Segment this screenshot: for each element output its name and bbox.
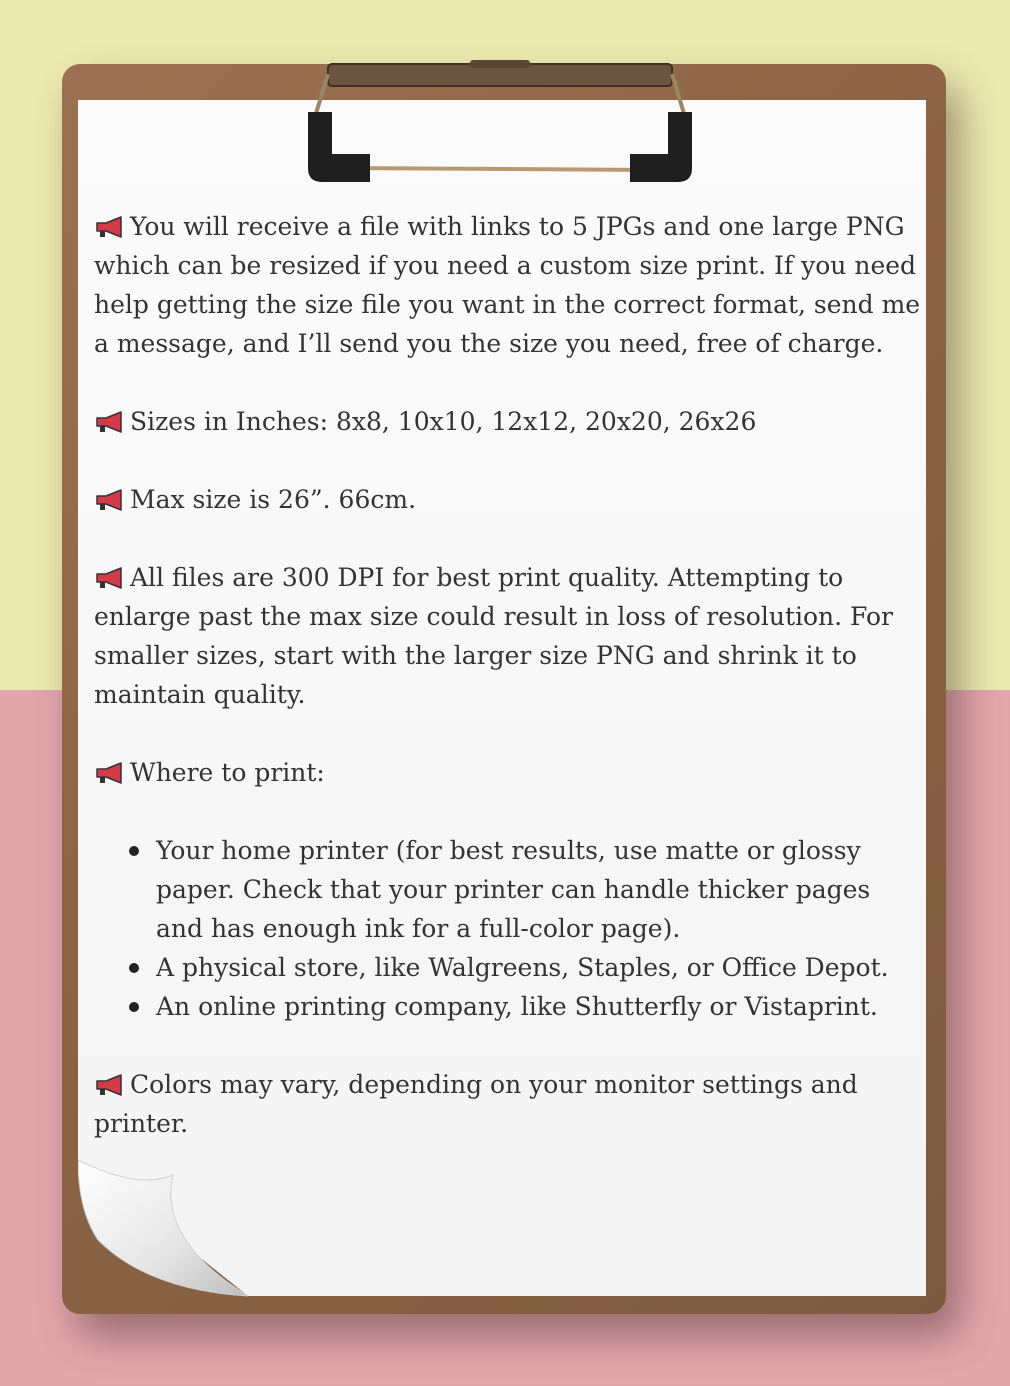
paragraph-colors: Colors may vary, depending on your monitor settings and printer. [94,1070,858,1138]
instructions-text [94,207,924,1182]
megaphone-icon [94,489,128,511]
paragraph-where: Where to print: [94,753,924,792]
bullet-icon [129,963,139,973]
megaphone-icon [94,411,128,433]
binder-clip [300,60,700,190]
megaphone-icon [94,1074,128,1096]
megaphone-icon [94,762,128,784]
list-item: Your home printer (for best results, use matte or glossy paper. Check that your printer can handle thicker pages and has enough ink for a full-color page). [94,831,924,948]
megaphone-icon [94,567,128,589]
list-item: An online printing company, like Shutterfly or Vistaprint. [94,987,924,1026]
bullet-icon [129,1002,139,1012]
paragraph-sizes: Sizes in Inches: 8x8, 10x10, 12x12, 20x20, 26x26 [94,402,924,441]
print-options-list [94,831,924,1026]
list-item: A physical store, like Walgreens, Staples, or Office Depot. [94,948,924,987]
paragraph-files: You will receive a file with links to 5 JPGs and one large PNG which can be resized if you need a custom size print. If you need help getting the size file you want in the correct format, send me a message, and I’ll send you the size you need, free of charge. [94,212,921,358]
paragraph-max-size: Max size is 26”. 66cm. [94,480,924,519]
paragraph-quality: All files are 300 DPI for best print quality. Attempting to enlarge past the max size could result in loss of resolution. For smaller sizes, start with the larger size PNG and shrink it to maintain quality. [94,563,894,709]
megaphone-icon [94,216,128,238]
bullet-icon [129,846,139,856]
